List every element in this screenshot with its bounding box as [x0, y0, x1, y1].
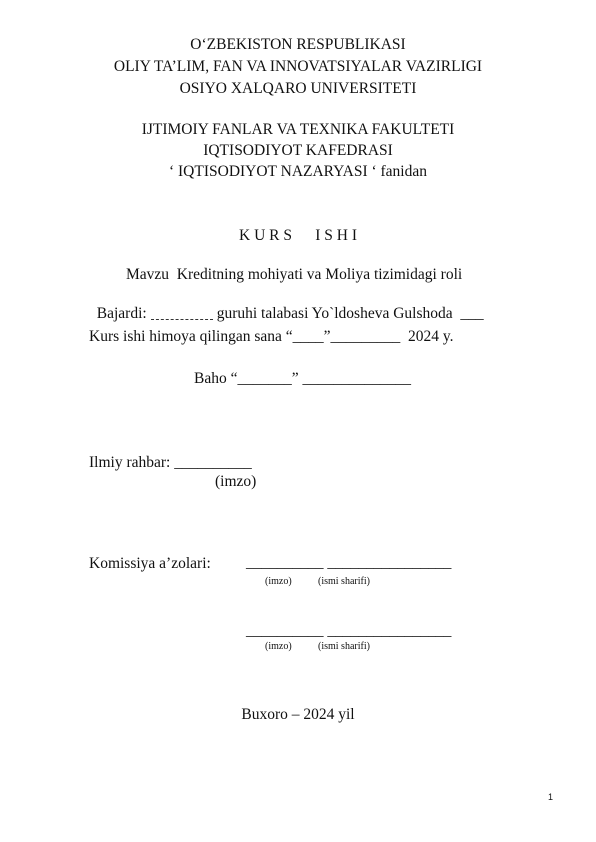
subject-heading: ‘ IQTISODIYOT NAZARYASI ‘ fanidan — [168, 163, 427, 180]
document-title: K U R S I S H I — [239, 227, 357, 244]
grade-line: Baho “_______” ______________ — [194, 370, 411, 387]
performer-line — [89, 287, 484, 323]
defense-date-line: Kurs ishi himoya qilingan sana “____”_________ 2024 y. — [89, 328, 454, 345]
commission-line-1: __________ ________________ — [246, 554, 452, 571]
commission-caption-sign-1: (imzo) — [265, 576, 292, 587]
commission-line-2: __________ ________________ — [246, 622, 452, 639]
performer-text: guruhi talabasi Yo`ldosheva Gulshoda ___ — [216, 305, 484, 322]
commission-caption-sign-2: (imzo) — [265, 641, 292, 652]
page-number: 1 — [548, 792, 554, 802]
performer-label: Bajardi: — [96, 305, 147, 322]
commission-caption-name-2: (ismi sharifi) — [318, 641, 370, 652]
commission-caption-name-1: (ismi sharifi) — [318, 576, 370, 587]
supervisor-signature-caption: (imzo) — [215, 473, 257, 490]
topic-line: Mavzu Kreditning mohiyati va Moliya tizimidagi roli — [126, 266, 463, 283]
faculty-heading: IJTIMOIY FANLAR VA TEXNIKA FAKULTETI — [141, 121, 455, 138]
place-year: Buxoro – 2024 yil — [241, 706, 355, 723]
group-blank — [151, 319, 213, 320]
supervisor-line: Ilmiy rahbar: __________ — [89, 454, 252, 471]
commission-label: Komissiya a’zolari: — [89, 555, 211, 572]
department-heading: IQTISODIYOT KAFEDRASI — [203, 142, 393, 159]
republic-heading: O‘ZBEKISTON RESPUBLIKASI — [190, 36, 406, 53]
university-heading: OSIYO XALQARO UNIVERSITETI — [179, 80, 417, 97]
ministry-heading: OLIY TA’LIM, FAN VA INNOVATSIYALAR VAZIRLIGI — [113, 58, 483, 75]
